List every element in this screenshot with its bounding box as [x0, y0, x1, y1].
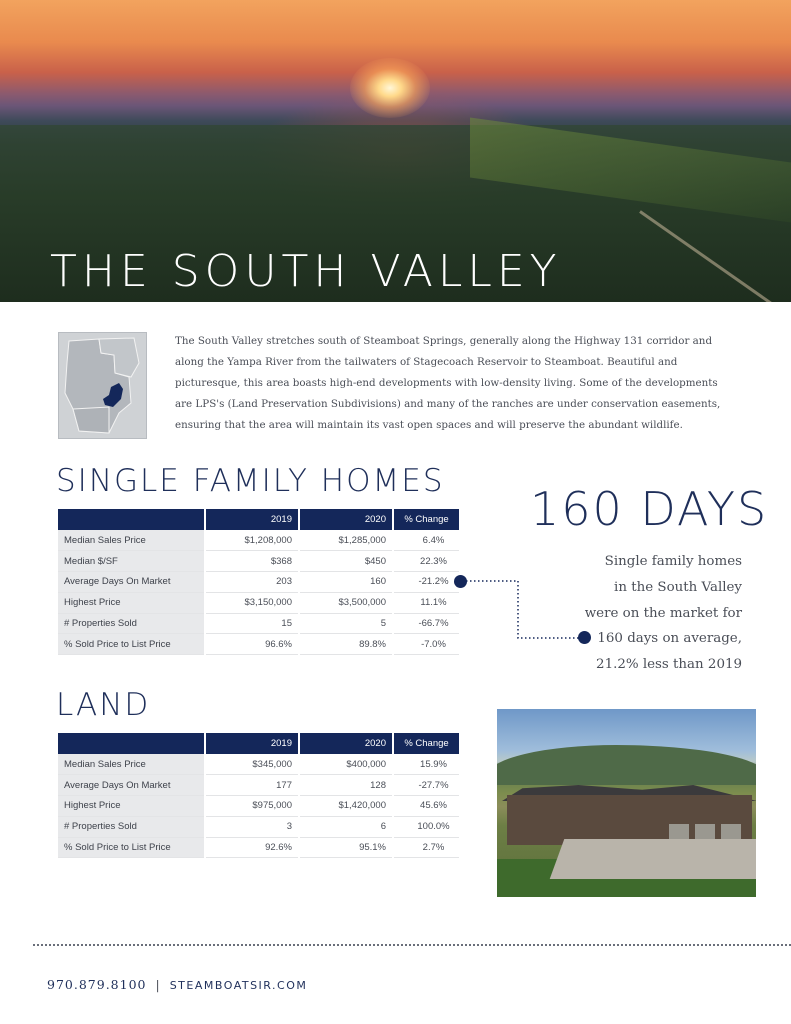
house-photo [497, 709, 756, 897]
table-cell: 95.1% [299, 837, 393, 858]
row-label: Average Days On Market [58, 775, 205, 796]
row-label: Median Sales Price [58, 754, 205, 775]
header-cell: 2020 [299, 733, 393, 754]
mountain [497, 745, 756, 785]
footer-separator: | [155, 977, 161, 992]
table-cell: $368 [205, 551, 299, 572]
header-cell: 2020 [299, 509, 393, 530]
table-header-row [58, 733, 459, 754]
table-cell: 92.6% [205, 837, 299, 858]
table-row [58, 775, 459, 796]
header-cell: 2019 [205, 733, 299, 754]
table-cell: $450 [299, 551, 393, 572]
row-label: % Sold Price to List Price [58, 837, 205, 858]
table-cell: $3,150,000 [205, 592, 299, 613]
footer-divider [33, 944, 791, 946]
table-cell: $3,500,000 [299, 592, 393, 613]
callout-line: were on the market for [584, 605, 742, 621]
callout-line: in the South Valley [614, 579, 742, 595]
table-cell: 11.1% [393, 592, 459, 613]
callout-headline: 160 DAYS [530, 482, 769, 536]
row-label: Median $/SF [58, 551, 205, 572]
footer [47, 977, 307, 992]
table-cell: $400,000 [299, 754, 393, 775]
page-title: THE SOUTH VALLEY [50, 246, 562, 297]
website-link[interactable]: STEAMBOATSIR.COM [169, 979, 308, 992]
table-cell: -27.7% [393, 775, 459, 796]
single-family-heading: SINGLE FAMILY HOMES [56, 463, 445, 499]
row-label: Median Sales Price [58, 530, 205, 551]
table-cell: -7.0% [393, 634, 459, 655]
intro-paragraph: The South Valley stretches south of Steamboat Springs, generally along the Highway 131 corridor and along the Yampa River from the tailwaters of Stagecoach Reservoir to Steamboat. Beautiful and picturesque, this area boasts high-end developments with low-density living. Some of the developments are LPS's (Land Preservation Subdivisions) and many of the ranches are under conservation easements, ensuring that the area will maintain its vast open spaces and will preserve the abundant wildlife. [175, 335, 721, 431]
table-row [58, 796, 459, 817]
table-cell: 2.7% [393, 837, 459, 858]
callout-line: 160 days on average, [597, 631, 742, 647]
table-cell: 3 [205, 816, 299, 837]
table-cell: 6 [299, 816, 393, 837]
connector-dot-start [454, 575, 467, 588]
header-cell [58, 733, 205, 754]
row-label: Average Days On Market [58, 572, 205, 593]
table-cell: -66.7% [393, 613, 459, 634]
table-row [58, 816, 459, 837]
header-cell: % Change [393, 733, 459, 754]
land-heading: LAND [56, 687, 151, 723]
table-cell: 5 [299, 613, 393, 634]
table-cell: $1,285,000 [299, 530, 393, 551]
callout-text [560, 549, 742, 678]
table-cell: $1,420,000 [299, 796, 393, 817]
table-row [58, 837, 459, 858]
table-cell: 96.6% [205, 634, 299, 655]
table-cell: 203 [205, 572, 299, 593]
table-cell: $975,000 [205, 796, 299, 817]
callout-line: 21.2% less than 2019 [596, 657, 742, 673]
table-row [58, 754, 459, 775]
table-cell: 15 [205, 613, 299, 634]
table-cell: 45.6% [393, 796, 459, 817]
row-label: # Properties Sold [58, 613, 205, 634]
row-label: Highest Price [58, 796, 205, 817]
table-cell: 100.0% [393, 816, 459, 837]
table-cell: 160 [299, 572, 393, 593]
table-cell: -21.2% [393, 572, 459, 593]
header-cell: 2019 [205, 509, 299, 530]
driveway [550, 839, 756, 879]
table-cell: 128 [299, 775, 393, 796]
land-table [58, 733, 459, 858]
house-building [507, 795, 752, 845]
table-cell: 89.8% [299, 634, 393, 655]
header-cell: % Change [393, 509, 459, 530]
callout-line: Single family homes [604, 554, 742, 569]
row-label: Highest Price [58, 592, 205, 613]
table-cell: 6.4% [393, 530, 459, 551]
row-label: % Sold Price to List Price [58, 634, 205, 655]
table-cell: 22.3% [393, 551, 459, 572]
table-cell: $1,208,000 [205, 530, 299, 551]
phone-number: 970.879.8100 [47, 977, 147, 992]
table-cell: 177 [205, 775, 299, 796]
row-label: # Properties Sold [58, 816, 205, 837]
table-cell: $345,000 [205, 754, 299, 775]
table-cell: 15.9% [393, 754, 459, 775]
